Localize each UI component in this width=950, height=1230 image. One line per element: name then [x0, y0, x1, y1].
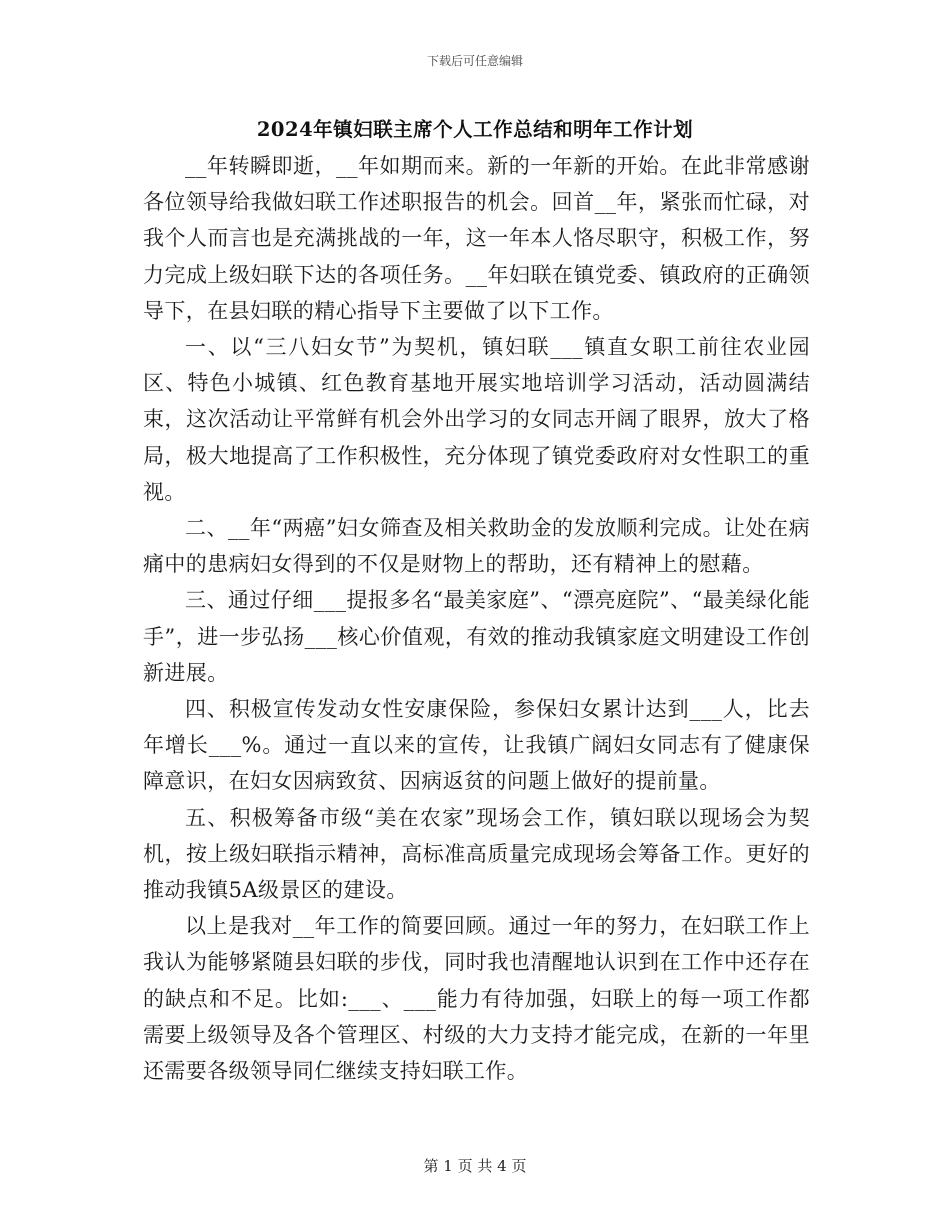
document-title: 2024年镇妇联主席个人工作总结和明年工作计划	[256, 118, 694, 141]
document-body	[143, 148, 810, 1089]
paragraph-item-3: 三、通过仔细___提报多名“最美家庭”、“漂亮庭院”、“最美绿化能手”，进一步弘扬___核心价值观，有效的推动我镇家庭文明建设工作创新进展。	[143, 588, 810, 685]
paragraph-intro: __年转瞬即逝，__年如期而来。新的一年新的开始。在此非常感谢各位领导给我做妇联工作述职报告的机会。回首__年，紧张而忙碌，对我个人而言也是充满挑战的一年，这一年本人恪尽职守，积极工作，努力完成上级妇联下达的各项任务。__年妇联在镇党委、镇政府的正确领导下，在县妇联的精心指导下主要做了以下工作。	[143, 154, 810, 323]
paragraph-item-1: 一、以“三八妇女节”为契机，镇妇联___镇直女职工前往农业园区、特色小城镇、红色教育基地开展实地培训学习活动，活动圆满结束，这次活动让平常鲜有机会外出学习的女同志开阔了眼界，放大了格局，极大地提高了工作积极性，充分体现了镇党委政府对女性职工的重视。	[143, 335, 810, 504]
paragraph-item-4: 四、积极宣传发动女性安康保险，参保妇女累计达到___人，比去年增长___%。通过一直以来的宣传，让我镇广阔妇女同志有了健康保障意识，在妇女因病致贫、因病返贫的问题上做好的提前量。	[143, 697, 810, 794]
header-note: 下载后可任意编辑	[426, 54, 523, 68]
page-number: 第 1 页 共 4 页	[423, 1157, 527, 1175]
paragraph-summary: 以上是我对__年工作的简要回顾。通过一年的努力，在妇联工作上我认为能够紧随县妇联的步伐，同时我也清醒地认识到在工作中还存在的缺点和不足。比如:___、___能力有待加强，妇联上的每一项工作都需要上级领导及各个管理区、村级的大力支持才能完成，在新的一年里还需要各级领导同仁继续支持妇联工作。	[143, 914, 810, 1084]
paragraph-item-2: 二、__年“两癌”妇女筛查及相关救助金的发放顺利完成。让处在病痛中的患病妇女得到的不仅是财物上的帮助，还有精神上的慰藉。	[143, 516, 810, 577]
paragraph-item-5: 五、积极筹备市级“美在农家”现场会工作，镇妇联以现场会为契机，按上级妇联指示精神，高标准高质量完成现场会筹备工作。更好的推动我镇5A级景区的建设。	[143, 805, 810, 903]
